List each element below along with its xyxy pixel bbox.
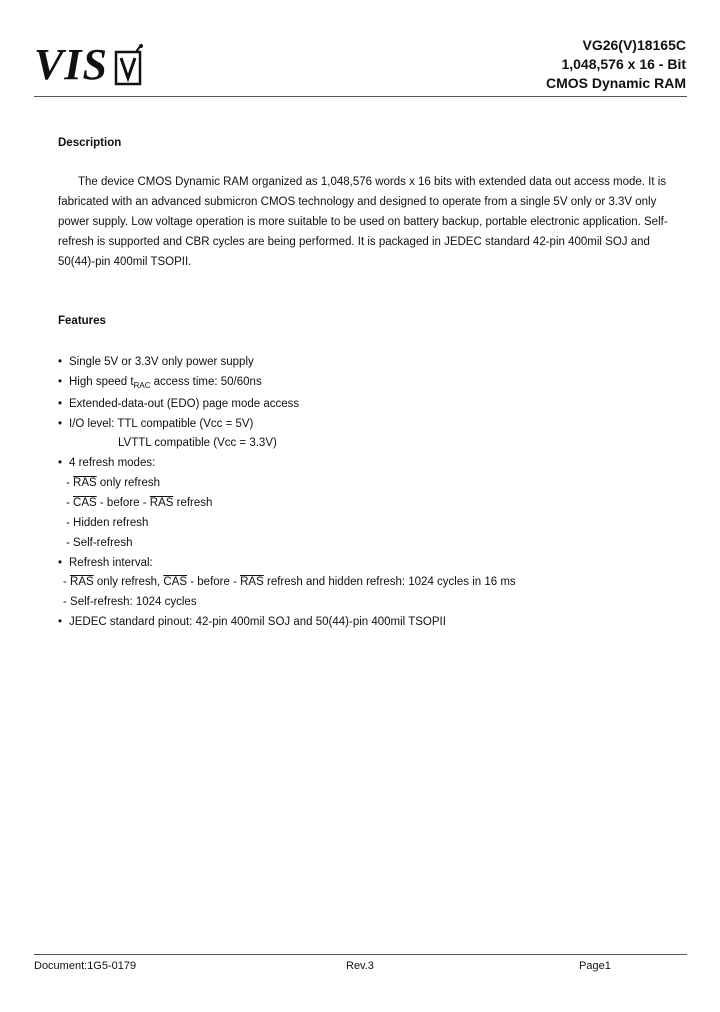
header-divider bbox=[34, 96, 687, 97]
sub-item: - $\overline{RAS}$ only refresh, $\overline{CAS}$ - before - $\overline{RAS}$ refresh and hidden refresh: 1024 cycles in 16 ms bbox=[63, 576, 516, 588]
bullet-icon: • bbox=[58, 356, 63, 368]
sub-item: - $\overline{CAS}$ - before - $\overline{RAS}$ refresh bbox=[66, 497, 213, 509]
description-text: The device CMOS Dynamic RAM organized as 1,048,576 words x 16 bits with extended data out access mode. It is fabricated with an advanced submicron CMOS technology and designed to operate from a single 5V only or 3.3V only power supply. Low voltage operation is more suitable to be used on battery backup, portable electronic application. Self-refresh is supported and CBR cycles are being performed. It is packaged in JEDEC standard 42-pin 400mil SOJ and 50(44)-pin 400mil TSOPII. bbox=[58, 176, 668, 268]
ras-signal: $\overline{RAS}$ bbox=[70, 576, 94, 588]
cas-signal: $\overline{CAS}$ bbox=[163, 576, 188, 588]
document-header bbox=[546, 36, 686, 93]
bullet-icon: • bbox=[58, 557, 63, 569]
list-item: 4 refresh modes: bbox=[69, 457, 156, 469]
bullet-icon: • bbox=[58, 457, 63, 469]
sub-item: - Hidden refresh bbox=[66, 517, 149, 529]
revision: Rev.3 bbox=[346, 960, 374, 972]
list-item: LVTTL compatible (Vcc = 3.3V) bbox=[118, 437, 277, 449]
speed-subscript: RAC bbox=[133, 381, 151, 390]
bullet-icon: • bbox=[58, 616, 63, 628]
part-number: VG26(V)18165C bbox=[582, 37, 686, 53]
list-item: Single 5V or 3.3V only power supply bbox=[69, 356, 254, 368]
logo-text: VIS bbox=[34, 40, 108, 89]
bullet-icon: • bbox=[58, 398, 63, 410]
logo-v-mark-icon bbox=[114, 44, 144, 86]
footer-divider bbox=[34, 954, 687, 955]
list-item: JEDEC standard pinout: 42-pin 400mil SOJ and 50(44)-pin 400mil TSOPII bbox=[69, 616, 446, 628]
list-item bbox=[69, 372, 262, 396]
ras-signal: $\overline{RAS}$ bbox=[73, 477, 97, 489]
organization: 1,048,576 x 16 - Bit bbox=[561, 56, 686, 72]
list-item: Refresh interval: bbox=[69, 557, 153, 569]
speed-value: access time: 50/60ns bbox=[150, 376, 262, 388]
description-title: Description bbox=[58, 137, 122, 149]
list-item: Extended-data-out (EDO) page mode access bbox=[69, 398, 300, 410]
ras-signal: $\overline{RAS}$ bbox=[149, 497, 174, 509]
ras-signal: $\overline{RAS}$ bbox=[240, 576, 264, 588]
bullet-icon: • bbox=[58, 418, 63, 430]
bullet-icon: • bbox=[58, 376, 63, 388]
speed-label: High speed t bbox=[69, 376, 134, 388]
document-number: Document:1G5-0179 bbox=[34, 960, 137, 972]
sub-item: - Self-refresh: 1024 cycles bbox=[63, 596, 197, 608]
list-item: I/O level: TTL compatible (Vcc = 5V) bbox=[69, 418, 254, 430]
page-number: Page1 bbox=[579, 960, 611, 972]
features-title: Features bbox=[58, 315, 106, 327]
product-name: CMOS Dynamic RAM bbox=[545, 75, 686, 91]
sub-item: - Self-refresh bbox=[66, 537, 133, 549]
cas-signal: $\overline{CAS}$ bbox=[73, 497, 97, 509]
company-logo bbox=[34, 40, 146, 90]
sub-item: - $\overline{RAS}$ only refresh bbox=[66, 477, 160, 489]
